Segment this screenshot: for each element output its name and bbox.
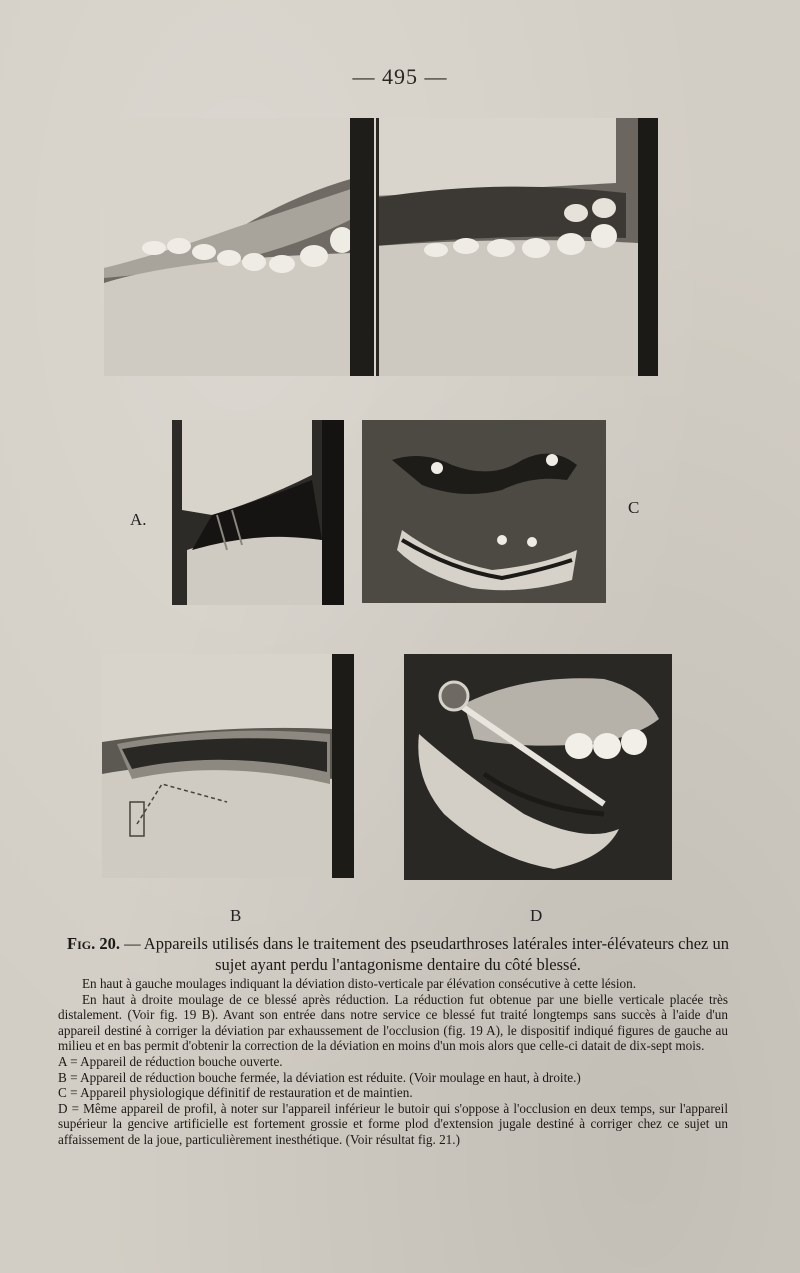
caption-item-a: A = Appareil de réduction bouche ouverte. — [58, 1053, 283, 1069]
panel-label-b: B — [230, 906, 242, 925]
panel-label-c: C — [628, 498, 640, 517]
photo-panel-c — [362, 420, 606, 603]
caption-item-b: B = Appareil de réduction bouche fermée, la déviation est réduite. (Voir moulage en haut, à droite.) — [58, 1069, 581, 1085]
photo-panel-b — [102, 654, 354, 878]
caption-paragraph: En haut à gauche moulages indiquant la déviation disto-verticale par élévation consécutive à cette lésion. — [82, 976, 637, 991]
figure-title: — Appareils utilisés dans le traitement des pseudarthroses latérales inter-élévateurs chez un sujet ayant perdu l'antagonisme dentaire du côté blessé. — [124, 934, 729, 974]
caption-paragraph: En haut à droite moulage de ce blessé après réduction. La réduction fut obtenue par une bielle verticale placée très distalement. (Voir fig. 19 B). Avant son entrée dans notre service ce blessé fut traité longtemps sans succès à l'aide d'un appareil destiné à corriger la déviation par exhaussement de l'occlusion (fig. 19 A), le dispositif indiqué figures de gauche au milieu et en bas permit d'obtenir la correction de la déviation en moins d'un mois alors que celle-ci datait de dix-sept mois. — [58, 991, 728, 1054]
panel-label-d: D — [530, 906, 543, 925]
photo-cast-after — [376, 118, 658, 376]
caption-item-d: D = Même appareil de profil, à noter sur l'appareil inférieur le butoir qui s'oppose à l'occlusion en deux temps, sur l'appareil supérieur la gencive artificielle est fortement grossie et forme plod d'extension jugale destiné à corriger chez ce sujet un affaissement de la joue, particulièrement inesthétique. (Voir résultat fig. 21.) — [58, 1100, 728, 1147]
figure-caption-body — [58, 976, 728, 1148]
photo-panel-a — [172, 420, 344, 605]
panel-label-a: A. — [130, 510, 147, 529]
caption-item-c: C = Appareil physiologique définitif de restauration et de maintien. — [58, 1085, 413, 1101]
page-number: — 495 — — [352, 64, 448, 89]
photo-cast-before — [104, 118, 374, 376]
figure-caption-title — [58, 933, 738, 975]
photo-panel-d — [404, 654, 672, 880]
figure-label: Fig. 20. — [66, 934, 120, 953]
